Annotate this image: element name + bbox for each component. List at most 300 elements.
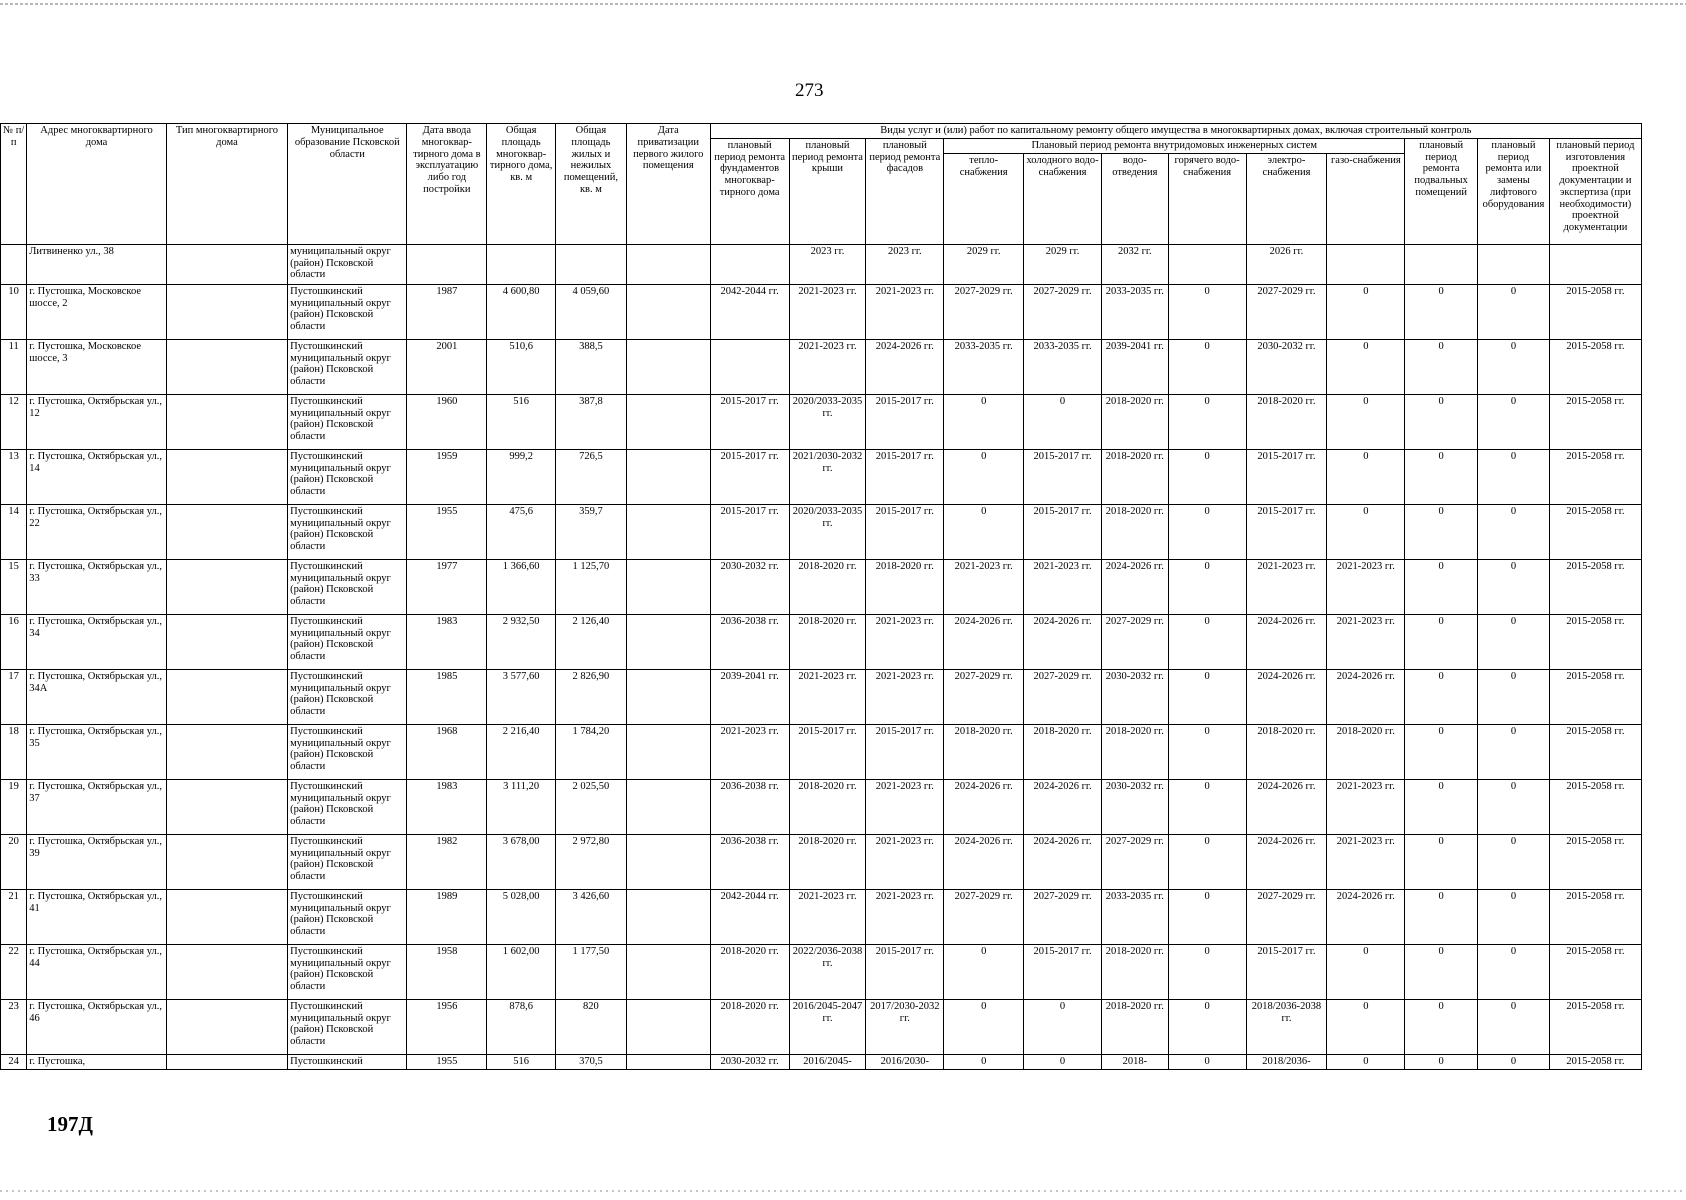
table-row — [1, 449, 1642, 504]
cell-type — [166, 339, 287, 394]
scan-edge-top — [0, 3, 1686, 5]
header-electric: электро-снабжения — [1246, 153, 1327, 244]
cell-basement: 0 — [1405, 834, 1478, 889]
cell-hot-water: 0 — [1168, 614, 1246, 669]
table-row — [1, 1054, 1642, 1069]
cell-elevator: 0 — [1478, 394, 1550, 449]
cell-address: г. Пустошка, — [27, 1054, 167, 1069]
cell-total-area: 1 366,60 — [487, 559, 556, 614]
cell-type — [166, 834, 287, 889]
cell-facade: 2015-2017 гг. — [866, 449, 944, 504]
cell-gas: 0 — [1327, 339, 1405, 394]
cell-heat: 0 — [944, 944, 1024, 999]
cell-facade: 2015-2017 гг. — [866, 944, 944, 999]
cell-type — [166, 1054, 287, 1069]
cell-municipality: муниципальный округ (район) Псковской области — [288, 244, 407, 284]
header-systems-group: Плановый период ремонта внутридомовых инженерных систем — [944, 138, 1405, 153]
cell-num: 19 — [1, 779, 27, 834]
cell-heat: 2029 гг. — [944, 244, 1024, 284]
cell-electric: 2015-2017 гг. — [1246, 504, 1327, 559]
header-num: № п/п — [1, 124, 27, 245]
cell-project-docs: 2015-2058 гг. — [1549, 944, 1641, 999]
cell-basement: 0 — [1405, 449, 1478, 504]
cell-municipality: Пустошкинский муниципальный округ (район) Псковской области — [288, 614, 407, 669]
cell-hot-water: 0 — [1168, 779, 1246, 834]
cell-type — [166, 724, 287, 779]
cell-hot-water: 0 — [1168, 449, 1246, 504]
cell-foundation: 2018-2020 гг. — [710, 944, 789, 999]
footer-code: 197Д — [47, 1112, 93, 1136]
cell-privatization — [626, 559, 710, 614]
cell-municipality: Пустошкинский муниципальный округ (район) Псковской области — [288, 449, 407, 504]
cell-roof: 2021-2023 гг. — [789, 284, 866, 339]
cell-privatization — [626, 284, 710, 339]
cell-sewage: 2018-2020 гг. — [1101, 724, 1168, 779]
cell-living-area: 388,5 — [556, 339, 627, 394]
cell-roof: 2018-2020 гг. — [789, 834, 866, 889]
cell-facade: 2016/2030- — [866, 1054, 944, 1069]
cell-roof: 2018-2020 гг. — [789, 779, 866, 834]
cell-basement: 0 — [1405, 944, 1478, 999]
cell-num: 21 — [1, 889, 27, 944]
cell-foundation: 2039-2041 гг. — [710, 669, 789, 724]
cell-heat: 2033-2035 гг. — [944, 339, 1024, 394]
cell-project-docs: 2015-2058 гг. — [1549, 999, 1641, 1054]
cell-total-area: 3 577,60 — [487, 669, 556, 724]
cell-heat: 2027-2029 гг. — [944, 284, 1024, 339]
cell-heat: 0 — [944, 449, 1024, 504]
cell-gas: 2024-2026 гг. — [1327, 669, 1405, 724]
cell-type — [166, 284, 287, 339]
cell-cold-water: 2015-2017 гг. — [1024, 449, 1102, 504]
cell-project-docs: 2015-2058 гг. — [1549, 889, 1641, 944]
header-address: Адрес многоквартирного дома — [27, 124, 167, 245]
cell-municipality: Пустошкинский муниципальный округ (район) Псковской области — [288, 779, 407, 834]
cell-municipality: Пустошкинский муниципальный округ (район) Псковской области — [288, 504, 407, 559]
cell-municipality: Пустошкинский муниципальный округ (район) Псковской области — [288, 889, 407, 944]
cell-electric: 2024-2026 гг. — [1246, 614, 1327, 669]
table-row — [1, 669, 1642, 724]
cell-gas: 2018-2020 гг. — [1327, 724, 1405, 779]
cell-address: г. Пустошка, Октябрьская ул., 22 — [27, 504, 167, 559]
table-row — [1, 504, 1642, 559]
cell-gas: 2021-2023 гг. — [1327, 834, 1405, 889]
cell-basement: 0 — [1405, 1054, 1478, 1069]
cell-elevator: 0 — [1478, 284, 1550, 339]
cell-roof: 2023 гг. — [789, 244, 866, 284]
cell-heat: 0 — [944, 504, 1024, 559]
cell-type — [166, 504, 287, 559]
cell-living-area: 370,5 — [556, 1054, 627, 1069]
cell-total-area: 3 111,20 — [487, 779, 556, 834]
table-row — [1, 559, 1642, 614]
cell-roof: 2015-2017 гг. — [789, 724, 866, 779]
cell-num: 15 — [1, 559, 27, 614]
cell-type — [166, 449, 287, 504]
cell-elevator: 0 — [1478, 339, 1550, 394]
cell-roof: 2018-2020 гг. — [789, 614, 866, 669]
cell-living-area: 387,8 — [556, 394, 627, 449]
cell-sewage: 2018-2020 гг. — [1101, 504, 1168, 559]
cell-living-area: 359,7 — [556, 504, 627, 559]
cell-project-docs: 2015-2058 гг. — [1549, 559, 1641, 614]
cell-electric: 2021-2023 гг. — [1246, 559, 1327, 614]
cell-foundation: 2015-2017 гг. — [710, 394, 789, 449]
cell-sewage: 2030-2032 гг. — [1101, 669, 1168, 724]
cell-basement: 0 — [1405, 779, 1478, 834]
cell-type — [166, 559, 287, 614]
cell-cold-water: 2021-2023 гг. — [1024, 559, 1102, 614]
cell-year: 2001 — [407, 339, 487, 394]
cell-address: г. Пустошка, Октябрьская ул., 33 — [27, 559, 167, 614]
cell-privatization — [626, 889, 710, 944]
cell-project-docs: 2015-2058 гг. — [1549, 284, 1641, 339]
cell-type — [166, 394, 287, 449]
cell-year: 1960 — [407, 394, 487, 449]
cell-facade: 2024-2026 гг. — [866, 339, 944, 394]
continuation-row — [1, 244, 1642, 284]
cell-privatization — [626, 449, 710, 504]
cell-municipality: Пустошкинский — [288, 1054, 407, 1069]
cell-year: 1956 — [407, 999, 487, 1054]
cell-year: 1985 — [407, 669, 487, 724]
cell-living-area: 1 784,20 — [556, 724, 627, 779]
table-row — [1, 889, 1642, 944]
cell-elevator: 0 — [1478, 889, 1550, 944]
cell-elevator: 0 — [1478, 944, 1550, 999]
cell-municipality: Пустошкинский муниципальный округ (район) Псковской области — [288, 559, 407, 614]
cell-basement: 0 — [1405, 614, 1478, 669]
scan-edge-bottom — [0, 1190, 1686, 1192]
cell-electric: 2018/2036-2038 гг. — [1246, 999, 1327, 1054]
cell-num: 23 — [1, 999, 27, 1054]
cell-privatization — [626, 834, 710, 889]
header-heat: тепло-снабжения — [944, 153, 1024, 244]
cell-num: 16 — [1, 614, 27, 669]
cell-heat: 2024-2026 гг. — [944, 614, 1024, 669]
cell-municipality: Пустошкинский муниципальный округ (район) Псковской области — [288, 394, 407, 449]
cell-sewage: 2032 гг. — [1101, 244, 1168, 284]
cell-roof: 2016/2045-2047 гг. — [789, 999, 866, 1054]
cell-project-docs: 2015-2058 гг. — [1549, 339, 1641, 394]
cell-facade: 2021-2023 гг. — [866, 614, 944, 669]
cell-privatization — [626, 724, 710, 779]
cell-hot-water: 0 — [1168, 284, 1246, 339]
cell-year: 1968 — [407, 724, 487, 779]
cell-total-area: 510,6 — [487, 339, 556, 394]
cell-num: 14 — [1, 504, 27, 559]
cell-electric: 2018/2036- — [1246, 1054, 1327, 1069]
cell-cold-water: 2024-2026 гг. — [1024, 834, 1102, 889]
cell-type — [166, 669, 287, 724]
cell-total-area: 1 602,00 — [487, 944, 556, 999]
cell-heat: 0 — [944, 1054, 1024, 1069]
cell-year: 1987 — [407, 284, 487, 339]
cell-hot-water: 0 — [1168, 559, 1246, 614]
cell-num: 24 — [1, 1054, 27, 1069]
cell-living-area: 726,5 — [556, 449, 627, 504]
cell-cold-water: 2027-2029 гг. — [1024, 284, 1102, 339]
cell-hot-water: 0 — [1168, 394, 1246, 449]
cell-num: 17 — [1, 669, 27, 724]
cell-project-docs: 2015-2058 гг. — [1549, 504, 1641, 559]
table-row — [1, 394, 1642, 449]
cell-elevator: 0 — [1478, 779, 1550, 834]
table-row — [1, 999, 1642, 1054]
cell-sewage: 2033-2035 гг. — [1101, 284, 1168, 339]
header-works-group: Виды услуг и (или) работ по капитальному ремонту общего имущества в многоквартирных домах, включая строительный контроль — [710, 124, 1641, 139]
cell-cold-water: 2015-2017 гг. — [1024, 504, 1102, 559]
cell-gas: 0 — [1327, 449, 1405, 504]
cell-total-area: 516 — [487, 1054, 556, 1069]
header-gas: газо-снабжения — [1327, 153, 1405, 244]
cell-sewage: 2027-2029 гг. — [1101, 614, 1168, 669]
cell-project-docs: 2015-2058 гг. — [1549, 834, 1641, 889]
cell-basement: 0 — [1405, 724, 1478, 779]
cell-total-area: 2 216,40 — [487, 724, 556, 779]
cell-total-area: 475,6 — [487, 504, 556, 559]
cell-elevator: 0 — [1478, 614, 1550, 669]
cell-gas: 0 — [1327, 394, 1405, 449]
cell-sewage: 2018- — [1101, 1054, 1168, 1069]
cell-hot-water: 0 — [1168, 724, 1246, 779]
cell-num: 12 — [1, 394, 27, 449]
cell-total-area: 3 678,00 — [487, 834, 556, 889]
cell-type — [166, 889, 287, 944]
cell-num: 22 — [1, 944, 27, 999]
cell-project-docs: 2015-2058 гг. — [1549, 1054, 1641, 1069]
cell-living-area: 2 025,50 — [556, 779, 627, 834]
cell-electric: 2015-2017 гг. — [1246, 944, 1327, 999]
cell-electric: 2024-2026 гг. — [1246, 834, 1327, 889]
cell-basement: 0 — [1405, 504, 1478, 559]
cell-municipality: Пустошкинский муниципальный округ (район) Псковской области — [288, 339, 407, 394]
cell-municipality: Пустошкинский муниципальный округ (район) Псковской области — [288, 834, 407, 889]
cell-living-area: 2 826,90 — [556, 669, 627, 724]
cell-foundation: 2036-2038 гг. — [710, 779, 789, 834]
cell-privatization — [626, 394, 710, 449]
cell-heat: 2024-2026 гг. — [944, 834, 1024, 889]
cell-municipality: Пустошкинский муниципальный округ (район) Псковской области — [288, 284, 407, 339]
cell-foundation: 2015-2017 гг. — [710, 504, 789, 559]
cell-cold-water: 2018-2020 гг. — [1024, 724, 1102, 779]
cell-year: 1958 — [407, 944, 487, 999]
cell-facade: 2021-2023 гг. — [866, 834, 944, 889]
cell-address: г. Пустошка, Октябрьская ул., 41 — [27, 889, 167, 944]
cell-facade: 2018-2020 гг. — [866, 559, 944, 614]
cell-gas: 2021-2023 гг. — [1327, 779, 1405, 834]
cell-address: г. Пустошка, Октябрьская ул., 39 — [27, 834, 167, 889]
cell-cold-water: 2029 гг. — [1024, 244, 1102, 284]
cell-living-area: 3 426,60 — [556, 889, 627, 944]
cell-privatization — [626, 999, 710, 1054]
cell-living-area: 2 126,40 — [556, 614, 627, 669]
cell-municipality: Пустошкинский муниципальный округ (район) Псковской области — [288, 999, 407, 1054]
cell-facade: 2015-2017 гг. — [866, 724, 944, 779]
cell-living-area: 820 — [556, 999, 627, 1054]
cell-address: г. Пустошка, Московское шоссе, 3 — [27, 339, 167, 394]
cell-sewage: 2033-2035 гг. — [1101, 889, 1168, 944]
cell-privatization — [626, 339, 710, 394]
cell-hot-water: 0 — [1168, 944, 1246, 999]
cell-living-area: 1 177,50 — [556, 944, 627, 999]
cell-basement: 0 — [1405, 339, 1478, 394]
cell-privatization — [626, 1054, 710, 1069]
cell-elevator: 0 — [1478, 834, 1550, 889]
cell-privatization — [626, 614, 710, 669]
cell-electric: 2027-2029 гг. — [1246, 889, 1327, 944]
cell-heat: 2027-2029 гг. — [944, 889, 1024, 944]
cell-electric: 2024-2026 гг. — [1246, 779, 1327, 834]
table-row — [1, 779, 1642, 834]
cell-foundation: 2036-2038 гг. — [710, 614, 789, 669]
header-total-area: Общая площадь многоквар-тирного дома, кв. м — [487, 124, 556, 245]
cell-gas: 2021-2023 гг. — [1327, 559, 1405, 614]
cell-year: 1989 — [407, 889, 487, 944]
cell-elevator: 0 — [1478, 559, 1550, 614]
cell-elevator: 0 — [1478, 504, 1550, 559]
cell-facade: 2021-2023 гг. — [866, 779, 944, 834]
cell-sewage: 2018-2020 гг. — [1101, 999, 1168, 1054]
cell-privatization — [626, 504, 710, 559]
cell-facade: 2021-2023 гг. — [866, 889, 944, 944]
cell-elevator: 0 — [1478, 669, 1550, 724]
cell-foundation: 2030-2032 гг. — [710, 559, 789, 614]
cell-total-area: 4 600,80 — [487, 284, 556, 339]
cell-electric: 2018-2020 гг. — [1246, 724, 1327, 779]
table-row — [1, 614, 1642, 669]
cell-hot-water: 0 — [1168, 339, 1246, 394]
cell-roof: 2020/2033-2035 гг. — [789, 504, 866, 559]
cell-sewage: 2024-2026 гг. — [1101, 559, 1168, 614]
header-hot-water: горячего водо-снабжения — [1168, 153, 1246, 244]
table-row — [1, 284, 1642, 339]
cell-num: 10 — [1, 284, 27, 339]
cell-project-docs: 2015-2058 гг. — [1549, 779, 1641, 834]
cell-gas: 0 — [1327, 944, 1405, 999]
cell-living-area: 2 972,80 — [556, 834, 627, 889]
cell-facade: 2021-2023 гг. — [866, 284, 944, 339]
cell-type — [166, 999, 287, 1054]
cell-facade: 2015-2017 гг. — [866, 394, 944, 449]
cell-facade: 2023 гг. — [866, 244, 944, 284]
cell-foundation: 2021-2023 гг. — [710, 724, 789, 779]
cell-foundation: 2036-2038 гг. — [710, 834, 789, 889]
cell-roof: 2018-2020 гг. — [789, 559, 866, 614]
cell-total-area: 516 — [487, 394, 556, 449]
cell-electric: 2026 гг. — [1246, 244, 1327, 284]
cell-type — [166, 779, 287, 834]
cell-cold-water: 2027-2029 гг. — [1024, 889, 1102, 944]
cell-cold-water: 2015-2017 гг. — [1024, 944, 1102, 999]
cell-facade: 2015-2017 гг. — [866, 504, 944, 559]
cell-cold-water: 2033-2035 гг. — [1024, 339, 1102, 394]
cell-total-area: 5 028,00 — [487, 889, 556, 944]
cell-elevator: 0 — [1478, 1054, 1550, 1069]
cell-heat: 0 — [944, 999, 1024, 1054]
cell-gas: 0 — [1327, 999, 1405, 1054]
cell-year: 1955 — [407, 1054, 487, 1069]
cell-total-area: 2 932,50 — [487, 614, 556, 669]
cell-address: г. Пустошка, Октябрьская ул., 37 — [27, 779, 167, 834]
header-roof: плановый период ремонта крыши — [789, 138, 866, 244]
cell-roof: 2021-2023 гг. — [789, 889, 866, 944]
cell-facade: 2021-2023 гг. — [866, 669, 944, 724]
header-project-docs: плановый период изготовления проектной документации и экспертиза (при необходимости) проектной документации — [1549, 138, 1641, 244]
cell-num: 18 — [1, 724, 27, 779]
cell-project-docs: 2015-2058 гг. — [1549, 614, 1641, 669]
cell-heat: 2027-2029 гг. — [944, 669, 1024, 724]
cell-project-docs: 2015-2058 гг. — [1549, 394, 1641, 449]
cell-sewage: 2018-2020 гг. — [1101, 449, 1168, 504]
cell-num: 20 — [1, 834, 27, 889]
header-type: Тип многоквартирного дома — [166, 124, 287, 245]
table-row — [1, 834, 1642, 889]
cell-cold-water: 0 — [1024, 1054, 1102, 1069]
cell-sewage: 2039-2041 гг. — [1101, 339, 1168, 394]
cell-electric: 2018-2020 гг. — [1246, 394, 1327, 449]
capital-repair-table — [0, 123, 1642, 1070]
cell-sewage: 2027-2029 гг. — [1101, 834, 1168, 889]
cell-address: Литвиненко ул., 38 — [27, 244, 167, 284]
cell-gas: 2024-2026 гг. — [1327, 889, 1405, 944]
cell-heat: 2021-2023 гг. — [944, 559, 1024, 614]
cell-roof: 2022/2036-2038 гг. — [789, 944, 866, 999]
cell-sewage: 2018-2020 гг. — [1101, 394, 1168, 449]
header-municipality: Муниципальное образование Псковской области — [288, 124, 407, 245]
cell-roof: 2021-2023 гг. — [789, 669, 866, 724]
cell-electric: 2027-2029 гг. — [1246, 284, 1327, 339]
cell-address: г. Пустошка, Октябрьская ул., 12 — [27, 394, 167, 449]
cell-roof: 2020/2033-2035 гг. — [789, 394, 866, 449]
cell-year: 1982 — [407, 834, 487, 889]
cell-address: г. Пустошка, Октябрьская ул., 35 — [27, 724, 167, 779]
cell-hot-water: 0 — [1168, 834, 1246, 889]
cell-foundation: 2015-2017 гг. — [710, 449, 789, 504]
cell-address: г. Пустошка, Октябрьская ул., 34А — [27, 669, 167, 724]
cell-heat: 2024-2026 гг. — [944, 779, 1024, 834]
cell-address: г. Пустошка, Октябрьская ул., 14 — [27, 449, 167, 504]
cell-address: г. Пустошка, Октябрьская ул., 34 — [27, 614, 167, 669]
cell-foundation: 2030-2032 гг. — [710, 1054, 789, 1069]
cell-facade: 2017/2030-2032 гг. — [866, 999, 944, 1054]
cell-elevator: 0 — [1478, 999, 1550, 1054]
cell-num: 11 — [1, 339, 27, 394]
header-living-area: Общая площадь жилых и нежилых помещений, кв. м — [556, 124, 627, 245]
cell-year: 1983 — [407, 779, 487, 834]
cell-elevator: 0 — [1478, 724, 1550, 779]
header-sewage: водо-отведения — [1101, 153, 1168, 244]
header-cold-water: холодного водо-снабжения — [1024, 153, 1102, 244]
cell-hot-water: 0 — [1168, 999, 1246, 1054]
table-row — [1, 724, 1642, 779]
cell-foundation: 2042-2044 гг. — [710, 284, 789, 339]
cell-basement: 0 — [1405, 284, 1478, 339]
cell-num: 13 — [1, 449, 27, 504]
cell-basement: 0 — [1405, 999, 1478, 1054]
header-commission-date: Дата ввода многоквар-тирного дома в эксплуатацию либо год постройки — [407, 124, 487, 245]
cell-address: г. Пустошка, Октябрьская ул., 44 — [27, 944, 167, 999]
cell-sewage: 2018-2020 гг. — [1101, 944, 1168, 999]
cell-cold-water: 0 — [1024, 999, 1102, 1054]
cell-year: 1959 — [407, 449, 487, 504]
cell-gas: 0 — [1327, 1054, 1405, 1069]
cell-gas: 2021-2023 гг. — [1327, 614, 1405, 669]
cell-electric: 2015-2017 гг. — [1246, 449, 1327, 504]
table-row — [1, 944, 1642, 999]
cell-roof: 2021/2030-2032 гг. — [789, 449, 866, 504]
cell-cold-water: 2024-2026 гг. — [1024, 614, 1102, 669]
